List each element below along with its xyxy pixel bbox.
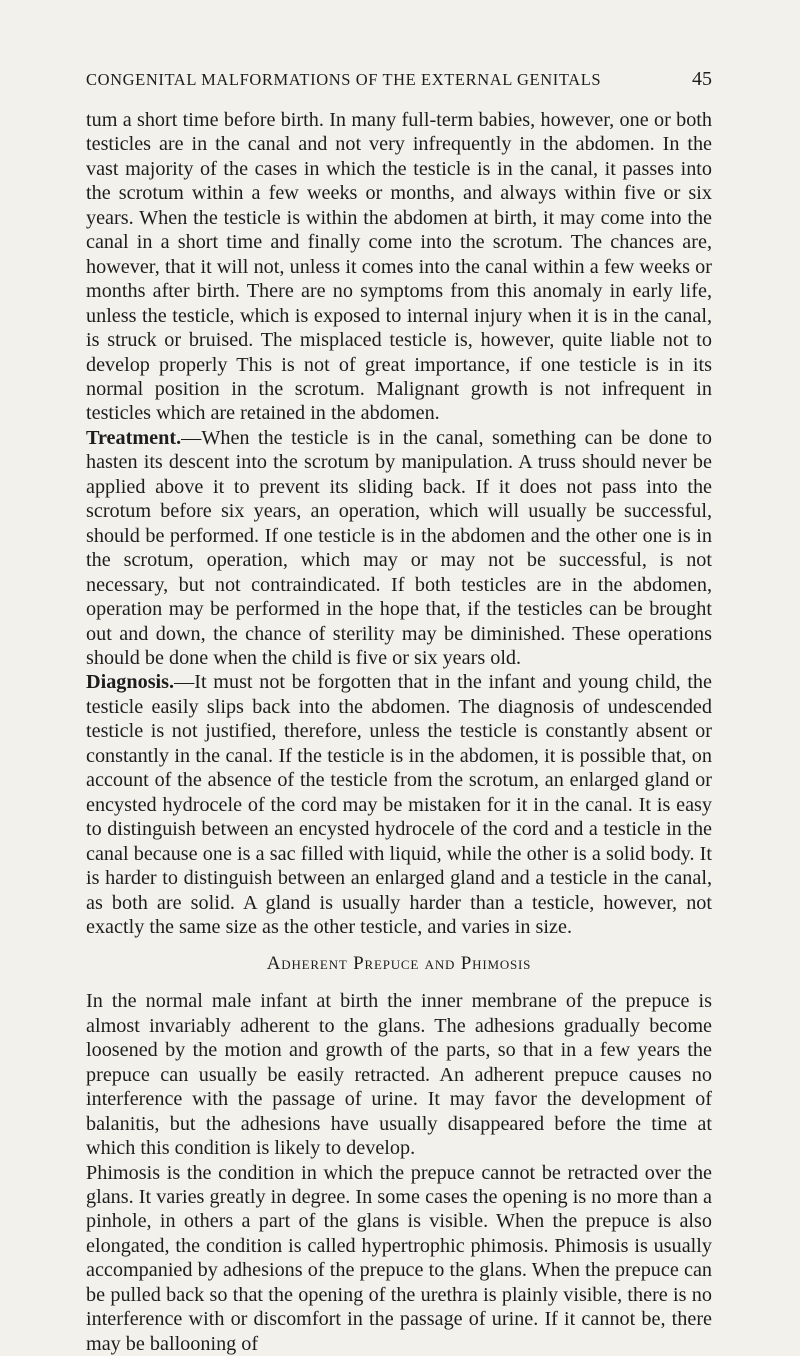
paragraph-adherent-prepuce: In the normal male infant at birth the inner membrane of the prepuce is almost invariably adherent to the glans. The adhesions gradually become loosened by the motion and growth of the parts, so that in a few years the prepuce can usually be easily retracted. An adherent prepuce causes no interference with the passage of urine. It may favor the development of balanitis, but the adhesions have usually disappeared before the time at which this condition is likely to develop. (86, 990, 712, 1160)
treatment-heading: Treatment. (86, 426, 182, 449)
running-head (86, 68, 712, 94)
page-number: 45 (692, 68, 712, 90)
paragraph-continuation: tum a short time before birth. In many full-term babies, however, one or both testicles are in the canal and not very infrequently in the abdomen. In the vast majority of the cases in which the testicle is in the canal, it passes into the scrotum within a few weeks or months, and always within five or six years. When the testicle is within the abdomen at birth, it may come into the canal in a short time and finally come into the scrotum. The chances are, however, that it will not, unless it comes into the canal within a few weeks or months after birth. There are no symptoms from this anomaly in early life, unless the testicle, which is exposed to internal injury when it is in the canal, is struck or bruised. The misplaced testicle is, however, quite liable not to develop properly This is not of great importance, if one testicle is in its normal position in the scrotum. Malignant growth is not infrequent in testicles which are retained in the abdomen. (86, 109, 712, 425)
body-text (86, 108, 712, 1356)
section-heading: Adherent Prepuce and Phimosis (266, 953, 532, 975)
diagnosis-heading: Diagnosis. (86, 671, 175, 694)
running-title: CONGENITAL MALFORMATIONS OF THE EXTERNAL GENITALS (86, 70, 602, 89)
treatment-text: —When the testicle is in the canal, something can be done to hasten its descent into the scrotum by manipulation. A truss should never be applied above it to prevent its sliding back. If it does not pass into the scrotum before six years, an operation, which will usually be successful, should be performed. If one testicle is in the abdomen and the other one is in the scrotum, operation, which may or may not be successful, is not necessary, but not contraindicated. If both testicles are in the abdomen, operation may be performed in the hope that, if the testicles can be brought out and down, the chance of sterility may be diminished. These operations should be done when the child is five or six years old. (86, 426, 712, 669)
diagnosis-text: —It must not be forgotten that in the infant and young child, the testicle easily slips back into the abdomen. The diagnosis of undescended testicle is not justified, therefore, unless the testicle is constantly absent or constantly in the canal. If the testicle is in the abdomen, it is possible that, on account of the absence of the testicle from the scrotum, an enlarged gland or encysted hydrocele of the cord may be mistaken for it in the canal. It is easy to distinguish between an encysted hydrocele of the cord and a testicle in the canal because one is a sac filled with liquid, while the other is a solid body. It is harder to distinguish between an enlarged gland and a testicle in the canal, as both are solid. A gland is usually harder than a testicle, however, not exactly the same size as the other testicle, and varies in size. (86, 671, 712, 938)
paragraph-phimosis: Phimosis is the condition in which the prepuce cannot be retracted over the glans. It varies greatly in degree. In some cases the opening is no more than a pinhole, in others a part of the glans is visible. When the prepuce is also elongated, the condition is called hypertrophic phimosis. Phimosis is usually accompanied by adhesions of the prepuce to the glans. When the prepuce can be pulled back so that the opening of the urethra is plainly visible, there is no interference with or discomfort in the passage of urine. If it cannot be, there may be ballooning of (86, 1161, 712, 1355)
paragraph-diagnosis (86, 670, 712, 939)
paragraph-treatment (86, 426, 712, 671)
